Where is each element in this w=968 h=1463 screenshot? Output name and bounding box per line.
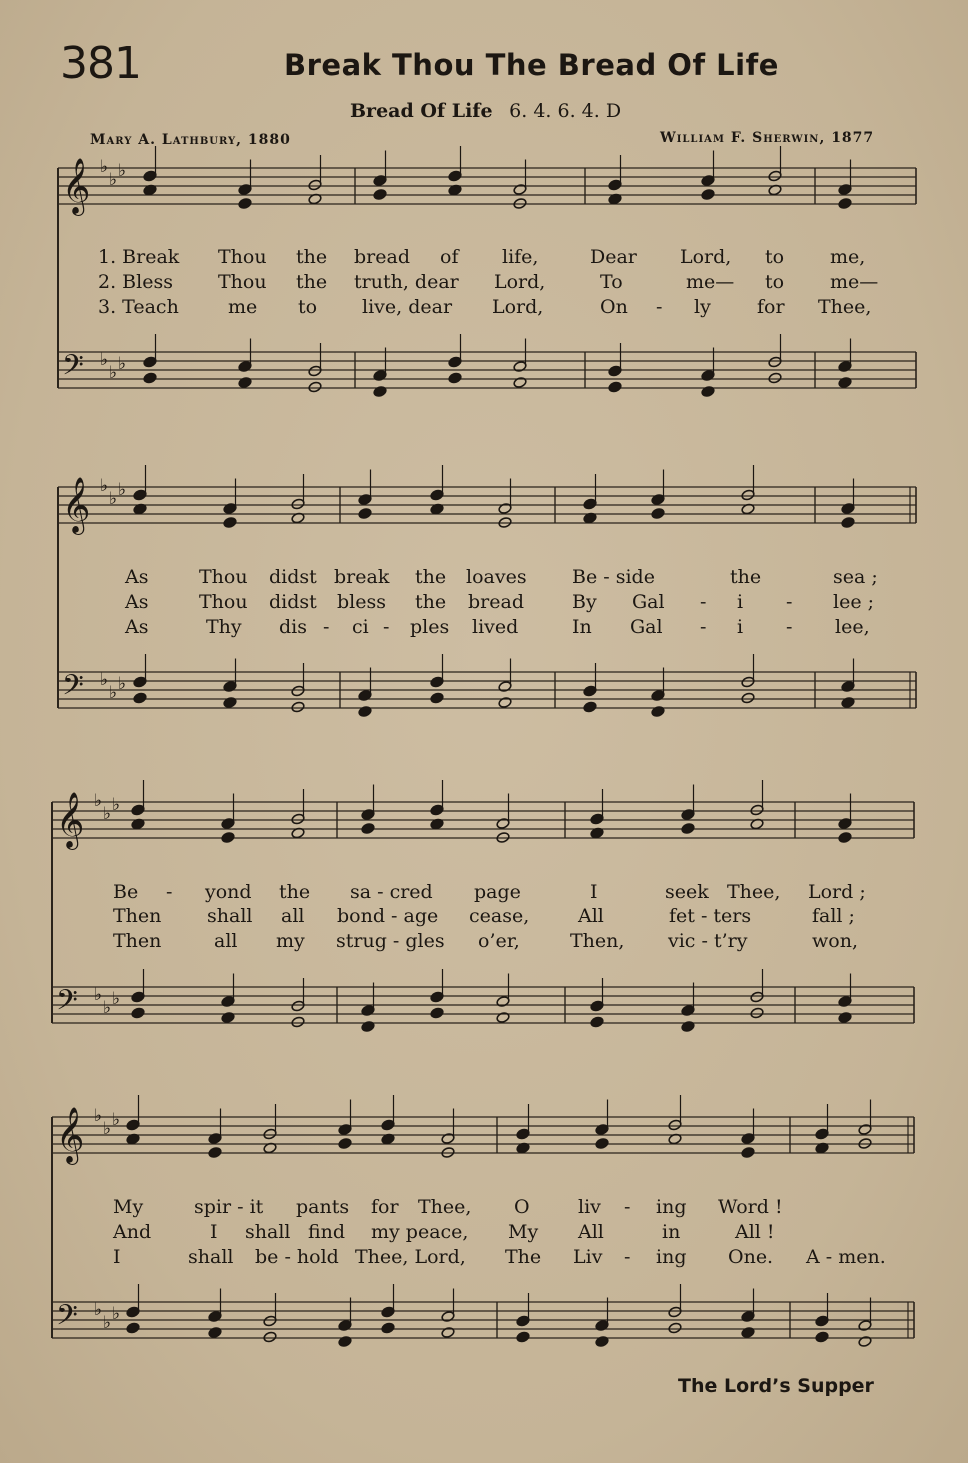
lyric-word: Be - side xyxy=(572,566,655,588)
lyric-word: dis xyxy=(279,616,307,638)
lyric-word: i xyxy=(737,591,744,613)
lyric-word: By xyxy=(572,591,597,613)
lyric-word: 2. Bless xyxy=(98,271,173,293)
lyric-word: pants xyxy=(296,1196,350,1218)
section-footer: The Lord’s Supper xyxy=(678,1375,874,1397)
lyric-word: my peace, xyxy=(371,1221,469,1243)
flat-icon: ♭ xyxy=(112,1304,121,1324)
bass-notehead xyxy=(308,381,322,393)
alto-notehead xyxy=(681,823,695,835)
lyric-word: - xyxy=(700,616,707,638)
tune-name: Bread Of Life xyxy=(350,100,493,122)
lyric-word: Lord ; xyxy=(808,881,866,903)
hymn-title: Break Thou The Bread Of Life xyxy=(284,48,779,82)
lyric-word: bread xyxy=(354,246,410,268)
lyric-word: Gal xyxy=(632,591,665,613)
alto-notehead xyxy=(361,823,375,835)
lyric-word: Thou xyxy=(218,271,267,293)
lyric-word: me xyxy=(228,296,258,318)
flat-icon: ♭ xyxy=(103,1119,112,1139)
bass-notehead xyxy=(223,697,237,709)
lyric-word: the xyxy=(730,566,762,588)
bass-notehead xyxy=(358,706,372,718)
lyric-word: to xyxy=(765,246,785,268)
lyric-word: Lord, xyxy=(494,271,546,293)
lyric-word: - xyxy=(323,616,330,638)
lyric-word: my xyxy=(276,930,305,952)
lyric-word: shall xyxy=(207,905,253,927)
lyric-word: In xyxy=(572,616,592,638)
lyric-word: All xyxy=(578,1221,604,1243)
lyric-word: Thee, xyxy=(418,1196,472,1218)
lyric-word: Thou xyxy=(199,566,248,588)
bass-clef-icon: 𝄢 xyxy=(56,1299,78,1339)
flat-icon: ♭ xyxy=(100,350,109,370)
lyric-word: ing xyxy=(656,1196,687,1218)
lyric-word: Thee, xyxy=(818,296,872,318)
alto-notehead xyxy=(208,1147,222,1159)
lyric-word: strug - gles xyxy=(336,930,445,952)
bass-notehead xyxy=(143,372,157,384)
lyric-word: yond xyxy=(205,881,252,903)
lyric-word: My xyxy=(113,1196,144,1218)
lyric-word: lee ; xyxy=(833,591,875,613)
lyric-word: be - hold xyxy=(255,1246,339,1268)
bass-notehead xyxy=(498,697,512,709)
lyric-word: ples xyxy=(410,616,450,638)
tune-meter: 6. 4. 6. 4. D xyxy=(509,100,622,122)
lyric-word: Thou xyxy=(199,591,248,613)
bass-notehead xyxy=(608,381,622,393)
treble-clef-icon: 𝄞 xyxy=(56,792,85,848)
flat-icon: ♭ xyxy=(100,670,109,690)
alto-notehead xyxy=(841,517,855,529)
lyric-word: me, xyxy=(830,246,866,268)
alto-notehead xyxy=(338,1138,352,1150)
lyric-word: Then xyxy=(113,930,162,952)
lyric-word: Thou xyxy=(218,246,267,268)
bass-notehead xyxy=(651,706,665,718)
lyric-word: ing xyxy=(656,1246,687,1268)
lyric-word: 1. Break xyxy=(98,246,180,268)
bass-notehead xyxy=(681,1021,695,1033)
lyric-word: bread xyxy=(468,591,524,613)
lyric-word: O xyxy=(514,1196,530,1218)
lyric-word: bless xyxy=(337,591,386,613)
lyric-word: To xyxy=(600,271,623,293)
lyric-word: I xyxy=(113,1246,121,1268)
lyric-word: for xyxy=(757,296,785,318)
flat-icon: ♭ xyxy=(109,363,118,383)
lyric-word: - xyxy=(700,591,707,613)
bass-notehead xyxy=(496,1012,510,1024)
alto-notehead xyxy=(358,508,372,520)
lyric-word: o’er, xyxy=(478,930,520,952)
bass-clef-icon: 𝄢 xyxy=(62,669,84,709)
lyric-word: - xyxy=(166,881,173,903)
lyric-word: the xyxy=(296,246,328,268)
alto-notehead xyxy=(741,1147,755,1159)
lyric-word: Thee, xyxy=(727,881,781,903)
bass-notehead xyxy=(441,1327,455,1339)
alto-notehead xyxy=(701,189,715,201)
bass-notehead xyxy=(448,372,462,384)
treble-clef-icon: 𝄞 xyxy=(62,158,91,214)
lyric-word: On xyxy=(600,296,628,318)
lyric-word: Thy xyxy=(206,616,242,638)
lyric-word: Thee, Lord, xyxy=(355,1246,466,1268)
hymn-number: 381 xyxy=(60,38,141,89)
lyric-word: bond - age xyxy=(337,905,439,927)
flat-icon: ♭ xyxy=(103,1313,112,1333)
lyric-word: My xyxy=(508,1221,539,1243)
bass-notehead xyxy=(338,1336,352,1348)
bass-notehead xyxy=(221,1012,235,1024)
lyric-word: the xyxy=(415,566,447,588)
flat-icon: ♭ xyxy=(94,1300,103,1320)
alto-notehead xyxy=(838,832,852,844)
flat-icon: ♭ xyxy=(118,480,127,500)
bass-notehead xyxy=(741,692,755,704)
alto-notehead xyxy=(238,198,252,210)
lyric-word: Liv xyxy=(573,1246,603,1268)
alto-notehead xyxy=(221,832,235,844)
flat-icon: ♭ xyxy=(94,1106,103,1126)
flat-icon: ♭ xyxy=(103,804,112,824)
lyric-word: One. xyxy=(728,1246,774,1268)
lyric-word: loaves xyxy=(466,566,527,588)
lyric-word: shall xyxy=(245,1221,291,1243)
flat-icon: ♭ xyxy=(103,998,112,1018)
treble-clef-icon: 𝄞 xyxy=(56,1107,85,1163)
lyric-word: Lord, xyxy=(680,246,732,268)
lyric-word: me— xyxy=(830,271,879,293)
flat-icon: ♭ xyxy=(109,489,118,509)
flat-icon: ♭ xyxy=(112,1110,121,1130)
treble-clef-icon: 𝄞 xyxy=(62,477,91,533)
bass-notehead xyxy=(750,1007,764,1019)
lyric-word: Be xyxy=(113,881,139,903)
bass-notehead xyxy=(595,1336,609,1348)
lyric-word: won, xyxy=(812,930,858,952)
lyric-word: cease, xyxy=(469,905,530,927)
lyric-word: seek xyxy=(665,881,709,903)
flat-icon: ♭ xyxy=(112,989,121,1009)
lyric-word: to xyxy=(765,271,785,293)
bass-notehead xyxy=(430,692,444,704)
bass-notehead xyxy=(668,1322,682,1334)
bass-notehead xyxy=(126,1322,140,1334)
lyric-word: As xyxy=(125,616,149,638)
flat-icon: ♭ xyxy=(100,476,109,496)
alto-notehead xyxy=(223,517,237,529)
flat-icon: ♭ xyxy=(100,157,109,177)
lyric-word: shall xyxy=(188,1246,234,1268)
bass-notehead xyxy=(701,386,715,398)
bass-notehead xyxy=(361,1021,375,1033)
lyric-word: lee, xyxy=(835,616,870,638)
lyric-word: all xyxy=(214,930,238,952)
lyric-word: 3. Teach xyxy=(98,296,179,318)
bass-notehead xyxy=(208,1327,222,1339)
flat-icon: ♭ xyxy=(109,170,118,190)
lyric-word: Then xyxy=(113,905,162,927)
lyric-word: in xyxy=(662,1221,681,1243)
bass-notehead xyxy=(263,1331,277,1343)
bass-notehead xyxy=(815,1331,829,1343)
bass-notehead xyxy=(741,1327,755,1339)
lyric-word: I xyxy=(590,881,598,903)
lyric-word: lived xyxy=(472,616,519,638)
bass-notehead xyxy=(838,1012,852,1024)
flat-icon: ♭ xyxy=(109,683,118,703)
flat-icon: ♭ xyxy=(94,791,103,811)
flat-icon: ♭ xyxy=(112,795,121,815)
lyric-word: A - men. xyxy=(806,1246,886,1268)
bass-notehead xyxy=(841,697,855,709)
bass-notehead xyxy=(291,701,305,713)
lyric-word: - xyxy=(624,1196,631,1218)
lyric-word: sa - cred xyxy=(350,881,433,903)
lyric-word: of xyxy=(440,246,459,268)
lyric-word: Dear xyxy=(590,246,637,268)
bass-notehead xyxy=(583,701,597,713)
bass-notehead xyxy=(373,386,387,398)
lyric-word: for xyxy=(371,1196,399,1218)
bass-notehead xyxy=(430,1007,444,1019)
flat-icon: ♭ xyxy=(118,354,127,374)
lyric-word: life, xyxy=(502,246,539,268)
bass-notehead xyxy=(291,1016,305,1028)
lyric-word: the xyxy=(279,881,311,903)
flat-icon: ♭ xyxy=(118,161,127,181)
lyric-word: Then, xyxy=(570,930,625,952)
lyric-word: me— xyxy=(686,271,735,293)
lyric-word: All xyxy=(578,905,604,927)
alto-notehead xyxy=(651,508,665,520)
bass-notehead xyxy=(513,377,527,389)
lyric-word: - xyxy=(786,591,793,613)
lyric-word: didst xyxy=(269,591,317,613)
lyric-word: truth, dear xyxy=(354,271,459,293)
bass-notehead xyxy=(590,1016,604,1028)
composer-credit: William F. Sherwin, 1877 xyxy=(660,130,875,146)
lyric-word: As xyxy=(125,566,149,588)
lyric-word: The xyxy=(505,1246,542,1268)
lyric-word: - xyxy=(383,616,390,638)
lyric-word: all xyxy=(281,905,305,927)
lyric-word: ci xyxy=(352,616,369,638)
lyric-word: the xyxy=(415,591,447,613)
bass-notehead xyxy=(516,1331,530,1343)
lyric-word: page xyxy=(474,881,521,903)
lyric-word: vic - t’ry xyxy=(668,930,748,952)
lyric-word: liv xyxy=(578,1196,601,1218)
lyric-word: - xyxy=(656,296,663,318)
lyric-word: fet - ters xyxy=(669,905,752,927)
alto-notehead xyxy=(595,1138,609,1150)
lyric-word: All ! xyxy=(735,1221,775,1243)
lyric-word: Lord, xyxy=(492,296,544,318)
lyric-word: Gal xyxy=(630,616,663,638)
bass-notehead xyxy=(768,372,782,384)
bass-notehead xyxy=(131,1007,145,1019)
author-credit: Mary A. Lathbury, 1880 xyxy=(90,132,291,148)
lyric-word: - xyxy=(624,1246,631,1268)
lyric-word: the xyxy=(296,271,328,293)
lyric-word: didst xyxy=(269,566,317,588)
bass-clef-icon: 𝄢 xyxy=(56,984,78,1024)
bass-clef-icon: 𝄢 xyxy=(62,349,84,389)
lyric-word: spir - it xyxy=(194,1196,264,1218)
lyric-word: live, dear xyxy=(362,296,453,318)
lyric-word: break xyxy=(334,566,390,588)
lyric-word: i xyxy=(737,616,744,638)
bass-notehead xyxy=(381,1322,395,1334)
lyric-word: find xyxy=(308,1221,346,1243)
lyric-word: As xyxy=(125,591,149,613)
lyric-word: And xyxy=(113,1221,152,1243)
flat-icon: ♭ xyxy=(94,985,103,1005)
alto-notehead xyxy=(838,198,852,210)
alto-notehead xyxy=(373,189,387,201)
bass-notehead xyxy=(858,1336,872,1348)
bass-notehead xyxy=(838,377,852,389)
lyric-word: I xyxy=(210,1221,218,1243)
bass-notehead xyxy=(238,377,252,389)
lyric-word: - xyxy=(786,616,793,638)
lyric-word: Word ! xyxy=(718,1196,783,1218)
bass-notehead xyxy=(133,692,147,704)
lyric-word: fall ; xyxy=(812,905,855,927)
lyric-word: ly xyxy=(694,296,711,318)
lyric-word: to xyxy=(298,296,318,318)
lyric-word: sea ; xyxy=(833,566,878,588)
flat-icon: ♭ xyxy=(118,674,127,694)
